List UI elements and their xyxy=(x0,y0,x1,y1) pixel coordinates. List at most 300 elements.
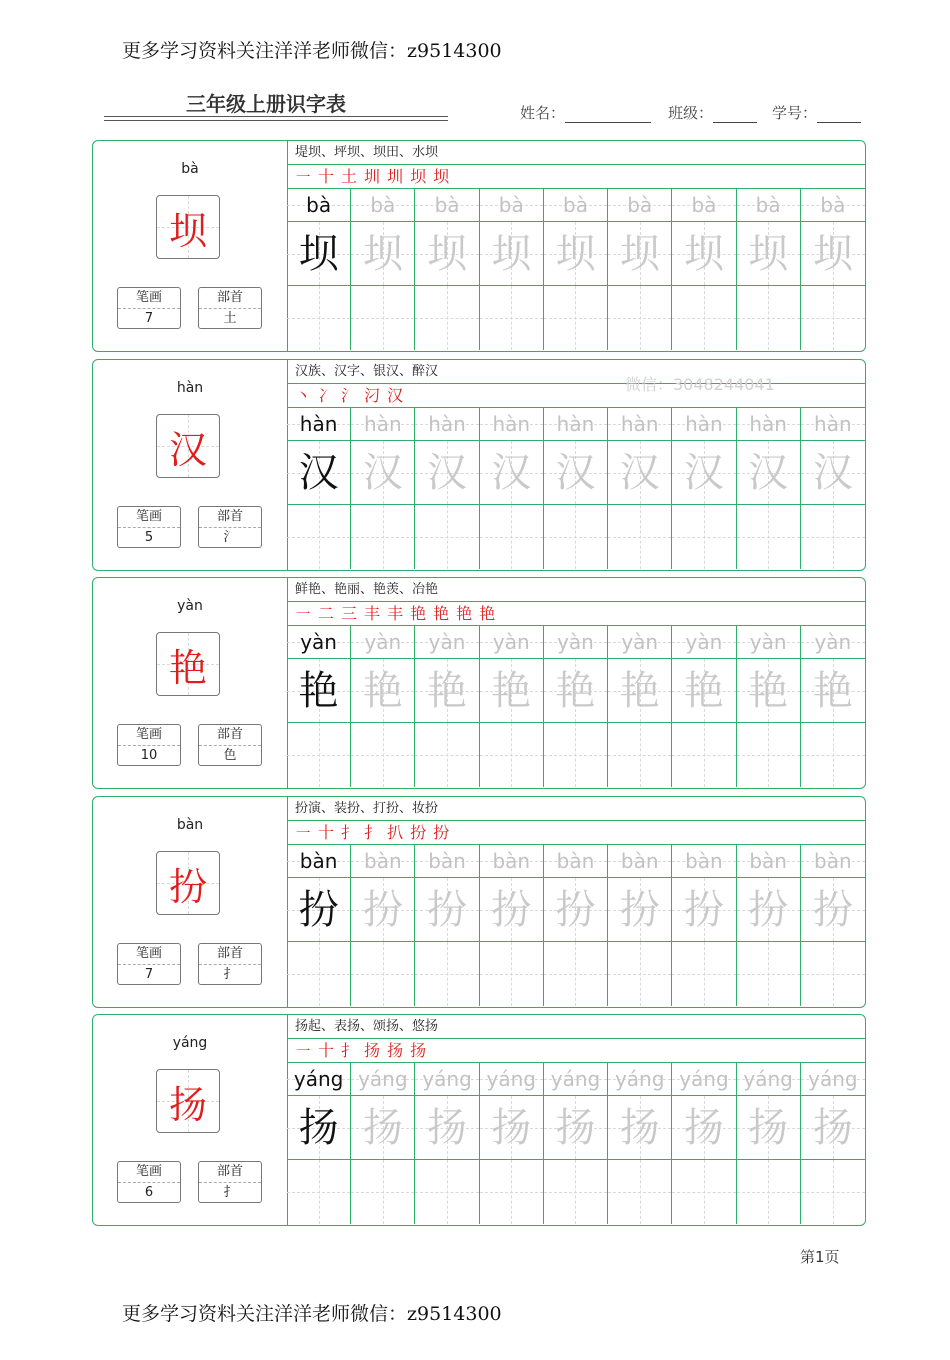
class-label: 班级： xyxy=(668,104,714,122)
blank-writing-cell[interactable] xyxy=(351,723,414,787)
practice-char-cell xyxy=(415,1096,478,1160)
stroke-count-value: 6 xyxy=(144,1185,154,1200)
practice-char: 艳 xyxy=(683,668,724,714)
blank-writing-cell[interactable] xyxy=(737,942,800,1006)
practice-column xyxy=(801,408,865,569)
practice-pinyin-cell xyxy=(480,189,543,222)
practice-pinyin-cell xyxy=(544,408,607,441)
practice-column xyxy=(672,626,736,787)
practice-pinyin: bà xyxy=(755,193,781,217)
practice-grid xyxy=(287,189,865,350)
practice-char-cell xyxy=(608,1096,671,1160)
practice-char: 艳 xyxy=(362,668,403,714)
practice-pinyin-cell xyxy=(801,845,865,878)
practice-column xyxy=(480,1063,544,1224)
practice-char-cell xyxy=(544,222,607,286)
practice-char-cell xyxy=(672,222,735,286)
blank-writing-cell[interactable] xyxy=(415,505,478,569)
practice-column xyxy=(480,845,544,1006)
practice-pinyin: yáng xyxy=(358,1067,408,1091)
blank-writing-cell[interactable] xyxy=(544,505,607,569)
character-pinyin: bàn xyxy=(176,817,204,833)
blank-writing-cell[interactable] xyxy=(351,1160,414,1224)
practice-pinyin: hàn xyxy=(620,412,659,436)
practice-char: 扬 xyxy=(427,1105,468,1151)
practice-char-cell xyxy=(737,1096,800,1160)
blank-writing-cell[interactable] xyxy=(672,286,735,350)
page-number: 第1页 xyxy=(800,1248,840,1266)
practice-pinyin: bàn xyxy=(814,849,852,873)
stroke-step: 扒 xyxy=(387,823,405,842)
radical-value: 氵 xyxy=(223,530,237,545)
stroke-step: 丰 xyxy=(364,604,382,623)
practice-column xyxy=(608,845,672,1006)
stroke-count-box xyxy=(117,506,181,548)
practice-char-cell xyxy=(608,222,671,286)
stroke-count-box xyxy=(117,287,181,329)
name-field[interactable] xyxy=(520,102,651,123)
blank-writing-cell[interactable] xyxy=(608,723,671,787)
character-card xyxy=(92,1014,866,1226)
practice-pinyin-cell xyxy=(544,1063,607,1096)
practice-pinyin-cell xyxy=(287,189,350,222)
blank-writing-cell[interactable] xyxy=(608,942,671,1006)
practice-char: 扬 xyxy=(748,1105,789,1151)
practice-char: 汉 xyxy=(427,450,468,496)
practice-pinyin-cell xyxy=(672,1063,735,1096)
blank-writing-cell[interactable] xyxy=(415,286,478,350)
practice-grid xyxy=(287,845,865,1006)
practice-pinyin-cell xyxy=(415,189,478,222)
practice-char-cell xyxy=(480,1096,543,1160)
practice-column xyxy=(737,189,801,350)
blank-writing-cell[interactable] xyxy=(737,1160,800,1224)
stroke-count-label: 笔画 xyxy=(118,944,180,965)
stroke-step: 艳 xyxy=(479,604,497,623)
blank-writing-cell[interactable] xyxy=(287,286,350,350)
practice-char-cell xyxy=(415,878,478,942)
character-box xyxy=(156,632,220,696)
blank-writing-cell[interactable] xyxy=(287,942,350,1006)
practice-char-cell xyxy=(801,441,865,505)
practice-pinyin: hàn xyxy=(364,412,402,436)
blank-writing-cell[interactable] xyxy=(480,1160,543,1224)
page-title: 三年级上册识字表 xyxy=(186,92,346,116)
watermark: 微信：3048244041 xyxy=(625,375,775,394)
practice-char-cell xyxy=(801,659,865,723)
character-card xyxy=(92,796,866,1008)
practice-pinyin: yàn xyxy=(685,630,723,654)
practice-char: 汉 xyxy=(619,450,660,496)
practice-char-cell xyxy=(544,878,607,942)
practice-pinyin-cell xyxy=(737,845,800,878)
practice-column xyxy=(351,408,415,569)
blank-writing-cell[interactable] xyxy=(608,1160,671,1224)
blank-writing-cell[interactable] xyxy=(801,1160,865,1224)
practice-char-cell xyxy=(801,1096,865,1160)
practice-char-cell xyxy=(415,659,478,723)
practice-char: 扮 xyxy=(298,887,339,933)
character: 坝 xyxy=(168,208,207,253)
practice-char: 扮 xyxy=(362,887,403,933)
blank-writing-cell[interactable] xyxy=(672,1160,735,1224)
practice-pinyin: yáng xyxy=(550,1067,601,1091)
character-info-panel xyxy=(93,578,288,788)
practice-char: 汉 xyxy=(748,450,789,496)
character-pinyin: yáng xyxy=(172,1035,208,1051)
practice-pinyin: bà xyxy=(820,193,846,217)
practice-pinyin-cell xyxy=(608,189,671,222)
practice-char-cell xyxy=(287,441,350,505)
stroke-step: 汉 xyxy=(387,386,405,405)
practice-column xyxy=(737,408,801,569)
practice-column xyxy=(351,845,415,1006)
practice-char-cell xyxy=(287,1096,350,1160)
stroke-step: 艳 xyxy=(456,604,474,623)
practice-pinyin-cell xyxy=(480,845,543,878)
blank-writing-cell[interactable] xyxy=(672,505,735,569)
practice-pinyin: yàn xyxy=(814,630,852,654)
practice-char-cell xyxy=(737,659,800,723)
practice-column xyxy=(287,189,351,350)
blank-writing-cell[interactable] xyxy=(737,723,800,787)
practice-column xyxy=(480,408,544,569)
practice-pinyin: yàn xyxy=(749,630,787,654)
practice-panel xyxy=(287,578,865,788)
practice-char: 扮 xyxy=(748,887,789,933)
practice-column xyxy=(351,1063,415,1224)
practice-char-cell xyxy=(287,659,350,723)
practice-pinyin: bà xyxy=(627,193,653,217)
character: 汉 xyxy=(168,427,207,472)
practice-char-cell xyxy=(287,878,350,942)
stroke-step: 扬 xyxy=(410,1041,428,1060)
practice-pinyin-cell xyxy=(287,845,350,878)
practice-pinyin-cell xyxy=(608,626,671,659)
practice-char-cell xyxy=(480,878,543,942)
practice-char: 汉 xyxy=(812,450,853,496)
practice-char-cell xyxy=(287,222,350,286)
practice-char-cell xyxy=(737,222,800,286)
practice-char: 汉 xyxy=(683,450,724,496)
practice-char: 坝 xyxy=(362,231,403,277)
promo-text-top: 更多学习资料关注洋洋老师微信：z9514300 xyxy=(122,40,502,62)
character-info-panel xyxy=(93,141,288,351)
practice-pinyin-cell xyxy=(672,189,735,222)
blank-writing-cell[interactable] xyxy=(480,723,543,787)
practice-column xyxy=(608,1063,672,1224)
practice-column xyxy=(351,626,415,787)
practice-pinyin: bà xyxy=(434,193,460,217)
blank-writing-cell[interactable] xyxy=(544,723,607,787)
character-info-panel xyxy=(93,1015,288,1225)
practice-column xyxy=(801,1063,865,1224)
blank-writing-cell[interactable] xyxy=(672,942,735,1006)
name-label: 姓名： xyxy=(520,104,566,122)
practice-column xyxy=(415,408,479,569)
stroke-step: 圳 xyxy=(387,167,405,186)
practice-char: 坝 xyxy=(619,231,660,277)
blank-writing-cell[interactable] xyxy=(801,723,865,787)
practice-column xyxy=(544,1063,608,1224)
practice-column xyxy=(415,189,479,350)
practice-pinyin-cell xyxy=(415,845,478,878)
example-words: 扬起、表扬、颂扬、悠扬 xyxy=(287,1015,865,1039)
stroke-count-label: 笔画 xyxy=(118,288,180,309)
practice-pinyin-cell xyxy=(480,1063,543,1096)
radical-box xyxy=(198,1161,262,1203)
practice-pinyin: bàn xyxy=(556,849,595,873)
stroke-step: 三 xyxy=(341,604,359,623)
radical-label: 部首 xyxy=(199,288,261,309)
radical-value: 扌 xyxy=(223,967,237,982)
practice-pinyin-cell xyxy=(480,626,543,659)
practice-pinyin: bà xyxy=(306,193,332,217)
practice-char: 扮 xyxy=(555,887,596,933)
practice-column xyxy=(672,189,736,350)
stroke-step: 扬 xyxy=(387,1041,405,1060)
stroke-order xyxy=(287,1039,865,1063)
practice-pinyin-cell xyxy=(544,189,607,222)
practice-panel xyxy=(287,1015,865,1225)
practice-pinyin-cell xyxy=(544,845,607,878)
practice-column xyxy=(544,626,608,787)
radical-value: 土 xyxy=(223,311,237,326)
practice-char: 艳 xyxy=(619,668,660,714)
practice-column xyxy=(415,1063,479,1224)
class-field[interactable] xyxy=(668,102,757,123)
character-pinyin: hàn xyxy=(176,380,204,396)
practice-char: 汉 xyxy=(555,450,596,496)
stroke-step: 丰 xyxy=(387,604,405,623)
blank-writing-cell[interactable] xyxy=(287,1160,350,1224)
practice-char-cell xyxy=(480,659,543,723)
practice-char: 扮 xyxy=(683,887,724,933)
stroke-step: 十 xyxy=(318,1041,336,1060)
stroke-step: 扌 xyxy=(341,1041,359,1060)
practice-grid xyxy=(287,1063,865,1224)
practice-pinyin: bà xyxy=(498,193,524,217)
practice-pinyin: yàn xyxy=(364,630,402,654)
practice-column xyxy=(608,408,672,569)
radical-label: 部首 xyxy=(199,944,261,965)
practice-pinyin-cell xyxy=(672,626,735,659)
blank-writing-cell[interactable] xyxy=(737,286,800,350)
practice-pinyin-cell xyxy=(608,845,671,878)
stroke-count-label: 笔画 xyxy=(118,725,180,746)
blank-writing-cell[interactable] xyxy=(351,942,414,1006)
practice-pinyin: yàn xyxy=(621,630,659,654)
blank-writing-cell[interactable] xyxy=(544,942,607,1006)
practice-pinyin-cell xyxy=(351,189,414,222)
character-box xyxy=(156,1069,220,1133)
practice-pinyin-cell xyxy=(415,1063,478,1096)
practice-pinyin-cell xyxy=(415,626,478,659)
blank-writing-cell[interactable] xyxy=(351,286,414,350)
practice-pinyin-cell xyxy=(351,626,414,659)
number-label: 学号： xyxy=(772,104,818,122)
stroke-order xyxy=(287,821,865,845)
stroke-step: 坝 xyxy=(410,167,428,186)
character: 扬 xyxy=(168,1082,207,1127)
practice-char-cell xyxy=(480,222,543,286)
practice-column xyxy=(287,1063,351,1224)
radical-label: 部首 xyxy=(199,725,261,746)
example-words: 汉族、汉字、银汉、醉汉 xyxy=(287,360,865,384)
practice-char-cell xyxy=(544,659,607,723)
practice-pinyin: bàn xyxy=(428,849,466,873)
blank-writing-cell[interactable] xyxy=(287,723,350,787)
blank-writing-cell[interactable] xyxy=(480,942,543,1006)
stroke-order xyxy=(287,602,865,626)
practice-column xyxy=(287,626,351,787)
example-words: 鲜艳、艳丽、艳羡、冶艳 xyxy=(287,578,865,602)
blank-writing-cell[interactable] xyxy=(608,505,671,569)
practice-column xyxy=(737,1063,801,1224)
practice-pinyin-cell xyxy=(287,408,350,441)
stroke-step: 扬 xyxy=(364,1041,382,1060)
blank-writing-cell[interactable] xyxy=(737,505,800,569)
practice-char-cell xyxy=(415,222,478,286)
practice-char: 汉 xyxy=(362,450,403,496)
blank-writing-cell[interactable] xyxy=(544,1160,607,1224)
blank-writing-cell[interactable] xyxy=(415,942,478,1006)
practice-char: 艳 xyxy=(427,668,468,714)
stroke-step: 坝 xyxy=(433,167,451,186)
practice-pinyin-cell xyxy=(801,1063,865,1096)
title-underline xyxy=(104,116,448,117)
blank-writing-cell[interactable] xyxy=(415,1160,478,1224)
practice-pinyin-cell xyxy=(415,408,478,441)
practice-pinyin: hàn xyxy=(814,412,852,436)
stroke-step: 圳 xyxy=(364,167,382,186)
character-info-panel xyxy=(93,360,288,570)
practice-grid xyxy=(287,626,865,787)
practice-pinyin-cell xyxy=(351,408,414,441)
practice-pinyin: yàn xyxy=(428,630,466,654)
radical-box xyxy=(198,506,262,548)
practice-column xyxy=(672,1063,736,1224)
practice-char-cell xyxy=(351,441,414,505)
stroke-step: 二 xyxy=(318,604,336,623)
practice-panel xyxy=(287,360,865,570)
practice-char-cell xyxy=(351,659,414,723)
practice-char-cell xyxy=(480,441,543,505)
blank-writing-cell[interactable] xyxy=(801,505,865,569)
blank-writing-cell[interactable] xyxy=(415,723,478,787)
blank-writing-cell[interactable] xyxy=(480,286,543,350)
practice-column xyxy=(287,845,351,1006)
practice-pinyin: bàn xyxy=(620,849,659,873)
practice-pinyin: yàn xyxy=(557,630,594,654)
practice-char: 坝 xyxy=(298,231,339,277)
blank-writing-cell[interactable] xyxy=(544,286,607,350)
stroke-count-label: 笔画 xyxy=(118,1162,180,1183)
practice-char: 坝 xyxy=(683,231,724,277)
stroke-count-value: 5 xyxy=(144,530,154,545)
practice-char-cell xyxy=(672,878,735,942)
practice-column xyxy=(801,626,865,787)
character-card xyxy=(92,577,866,789)
stroke-step: ㇐ xyxy=(295,823,313,842)
character-pinyin: yàn xyxy=(177,598,203,614)
blank-writing-cell[interactable] xyxy=(608,286,671,350)
practice-pinyin: hàn xyxy=(299,412,338,436)
practice-char: 扬 xyxy=(491,1105,532,1151)
practice-column xyxy=(415,626,479,787)
stroke-count-box xyxy=(117,724,181,766)
practice-char-cell xyxy=(351,222,414,286)
character-box xyxy=(156,851,220,915)
character-box xyxy=(156,195,220,259)
practice-char: 汉 xyxy=(491,450,532,496)
stroke-step: 艳 xyxy=(410,604,428,623)
radical-label: 部首 xyxy=(199,1162,261,1183)
stroke-count-box xyxy=(117,1161,181,1203)
number-field[interactable] xyxy=(772,102,861,123)
blank-writing-cell[interactable] xyxy=(801,942,865,1006)
promo-text-bottom: 更多学习资料关注洋洋老师微信：z9514300 xyxy=(122,1303,502,1325)
example-words: 扮演、装扮、打扮、妆扮 xyxy=(287,797,865,821)
practice-pinyin-cell xyxy=(737,1063,800,1096)
practice-char: 艳 xyxy=(491,668,532,714)
blank-writing-cell[interactable] xyxy=(801,286,865,350)
practice-char: 艳 xyxy=(812,668,853,714)
practice-pinyin: bà xyxy=(370,193,396,217)
character-pinyin: bà xyxy=(181,161,199,177)
practice-pinyin-cell xyxy=(287,626,350,659)
practice-char-cell xyxy=(672,441,735,505)
practice-column xyxy=(480,626,544,787)
practice-pinyin: yáng xyxy=(293,1067,344,1091)
radical-value: 色 xyxy=(223,748,237,763)
practice-pinyin: bàn xyxy=(299,849,338,873)
blank-writing-cell[interactable] xyxy=(351,505,414,569)
stroke-step: 扌 xyxy=(341,823,359,842)
stroke-count-value: 10 xyxy=(140,748,158,763)
stroke-count-value: 7 xyxy=(144,967,154,982)
stroke-step: 土 xyxy=(341,167,359,186)
blank-writing-cell[interactable] xyxy=(672,723,735,787)
practice-column xyxy=(351,189,415,350)
radical-box xyxy=(198,287,262,329)
stroke-count-box xyxy=(117,943,181,985)
practice-pinyin: bàn xyxy=(685,849,723,873)
practice-pinyin: yàn xyxy=(492,630,530,654)
practice-column xyxy=(287,408,351,569)
stroke-step: 丶 xyxy=(295,386,313,405)
practice-column xyxy=(480,189,544,350)
practice-char-cell xyxy=(544,1096,607,1160)
stroke-step: ㇐ xyxy=(295,167,313,186)
practice-pinyin-cell xyxy=(608,408,671,441)
practice-char: 艳 xyxy=(298,668,339,714)
practice-column xyxy=(544,845,608,1006)
practice-char: 扬 xyxy=(619,1105,660,1151)
practice-column xyxy=(544,408,608,569)
practice-char: 艳 xyxy=(748,668,789,714)
practice-char: 扬 xyxy=(298,1105,339,1151)
radical-box xyxy=(198,943,262,985)
practice-char: 扮 xyxy=(427,887,468,933)
blank-writing-cell[interactable] xyxy=(287,505,350,569)
blank-writing-cell[interactable] xyxy=(480,505,543,569)
stroke-step: ㇐ xyxy=(295,604,313,623)
practice-char: 艳 xyxy=(555,668,596,714)
practice-pinyin: yàn xyxy=(300,630,337,654)
practice-char: 坝 xyxy=(555,231,596,277)
practice-pinyin-cell xyxy=(801,189,865,222)
